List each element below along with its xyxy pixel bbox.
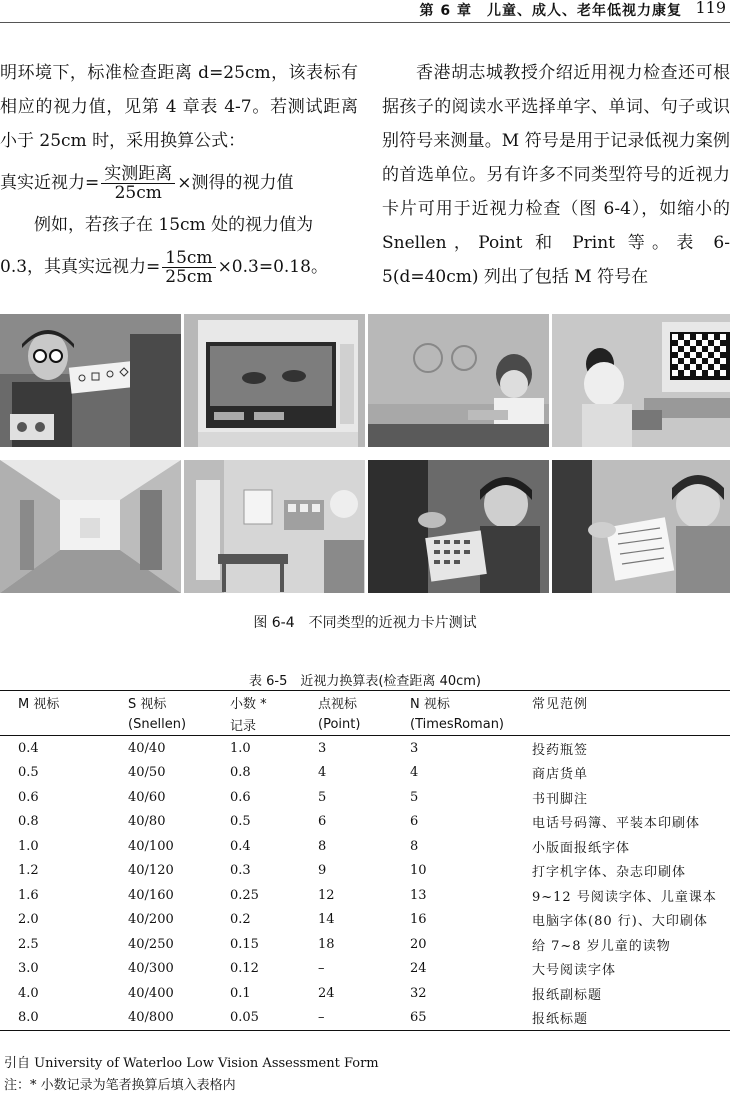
example-text: 商店货单 [532, 767, 589, 783]
m-value: 3.0 [18, 961, 39, 977]
n-value: 3 [410, 740, 419, 756]
decimal-value: 0.2 [230, 912, 251, 928]
n-value: 5 [410, 789, 419, 805]
m-value: 4.0 [18, 985, 39, 1001]
decimal-value: 1.0 [230, 740, 251, 756]
example-text: 书刊脚注 [532, 791, 589, 807]
n-value: 65 [410, 1006, 532, 1031]
photo-girl-reading-book [552, 460, 730, 593]
header-point: 点视标 [318, 691, 410, 714]
chapter-title: 第 6 章 儿童、成人、老年低视力康复 [419, 3, 682, 19]
photo-child-with-card [0, 314, 181, 447]
n-value: 32 [410, 985, 427, 1001]
formula-1 [0, 158, 358, 208]
page-number: 119 [695, 0, 726, 17]
table-source-note: 引自 University of Waterloo Low Vision Assessment Form [4, 1056, 379, 1071]
m-value: 0.6 [18, 789, 39, 805]
m-value: 8.0 [0, 1006, 128, 1031]
table-row [0, 957, 730, 982]
formula-2 [0, 242, 358, 292]
n-value: 16 [410, 912, 427, 928]
header-examples-sub [532, 713, 730, 736]
point-value: 6 [318, 814, 327, 830]
example-text: 投药瓶签 [532, 742, 589, 758]
n-value: 13 [410, 887, 427, 903]
table-row [0, 1006, 730, 1031]
page-header [0, 0, 730, 23]
decimal-value: 0.05 [230, 1006, 318, 1031]
header-n: N 视标 [410, 691, 532, 714]
example-text: 报纸副标题 [532, 987, 603, 1003]
decimal-value: 0.25 [230, 887, 259, 903]
example-text: 电话号码簿、平装本印刷体 [532, 816, 701, 832]
formula-1-lhs: 真实近视力= [0, 173, 100, 193]
snellen-value: 40/300 [128, 961, 174, 977]
snellen-value: 40/250 [128, 936, 174, 952]
photo-computer-test [552, 314, 730, 447]
formula-2-lhs: 0.3，其真实远视力= [0, 257, 161, 277]
point-value: 12 [318, 887, 335, 903]
m-value: 0.8 [18, 814, 39, 830]
header-s-sub: (Snellen) [128, 713, 230, 736]
table-title: 表 6-5 近视力换算表(检查距离 40cm) [249, 674, 481, 689]
formula-2-numerator: 15cm [162, 249, 215, 268]
table-row [0, 883, 730, 908]
table-row [0, 785, 730, 810]
header-n-sub: (TimesRoman) [410, 713, 532, 736]
n-value: 24 [410, 961, 427, 977]
point-value: – [318, 1006, 410, 1031]
snellen-value: 40/40 [128, 740, 166, 756]
table-body [0, 736, 730, 1031]
table-row [0, 908, 730, 933]
point-value: 24 [318, 985, 335, 1001]
left-paragraph-1: 明环境下，标准检查距离 d=25cm，该表标有相应的视力值，见第 4 章表 4-7。若测试距离小于 25cm 时，采用换算公式： [0, 63, 358, 151]
header-m: M 视标 [0, 691, 128, 714]
m-value: 2.5 [18, 936, 39, 952]
table-row [0, 810, 730, 835]
n-value: 6 [410, 814, 419, 830]
m-value: 0.4 [18, 740, 39, 756]
left-paragraph-2: 例如，若孩子在 15cm 处的视力值为 [34, 215, 314, 235]
example-text: 给 7~8 岁儿童的读物 [532, 938, 671, 954]
left-column [0, 56, 358, 292]
header-decimal-sub: 记录 [230, 713, 318, 736]
example-text: 电脑字体(80 行)、大印刷体 [532, 914, 708, 930]
photo-infant-test [368, 314, 549, 447]
photo-girl-reading-card [368, 460, 549, 593]
n-value: 4 [410, 765, 419, 781]
header-point-sub: (Point) [318, 713, 410, 736]
table-footnote: 注：* 小数记录为笔者换算后填入表格内 [4, 1078, 236, 1093]
table-row [0, 834, 730, 859]
snellen-value: 40/100 [128, 838, 174, 854]
point-value: 14 [318, 912, 335, 928]
point-value: 8 [318, 838, 327, 854]
figure-caption [0, 612, 730, 632]
decimal-value: 0.1 [230, 985, 251, 1001]
point-value: 18 [318, 936, 335, 952]
right-paragraph-1: 香港胡志城教授介绍近用视力检查还可根据孩子的阅读水平选择单字、单词、句子或识别符号来测量。M 符号是用于记录低视力案例的首选单位。另有许多不同类型符号的近视力卡片可用于近视力检查（图 6-4），如缩小的 Snellen，Point 和 Print 等。表 6-5(d=40cm) 列出了包括 M 符号在 [382, 63, 730, 287]
n-value: 10 [410, 863, 427, 879]
point-value: 5 [318, 789, 327, 805]
table-row [0, 981, 730, 1006]
decimal-value: 0.15 [230, 936, 259, 952]
figure-number: 图 6-4 [253, 615, 295, 631]
decimal-value: 0.8 [230, 765, 251, 781]
conversion-table [0, 690, 730, 1031]
formula-1-rhs: ×测得的视力值 [177, 173, 294, 193]
example-text: 报纸标题 [532, 1006, 730, 1031]
snellen-value: 40/160 [128, 887, 174, 903]
m-value: 1.0 [18, 838, 39, 854]
formula-1-denominator: 25cm [114, 183, 162, 203]
example-text: 打字机字体、杂志印刷体 [532, 865, 687, 881]
table-header-row-2 [0, 713, 730, 736]
header-m-sub [0, 713, 128, 736]
m-value: 1.2 [18, 863, 39, 879]
example-text: 小版面报纸字体 [532, 840, 631, 856]
formula-2-denominator: 25cm [165, 267, 213, 287]
table-header-row-1 [0, 691, 730, 714]
header-s: S 视标 [128, 691, 230, 714]
header-examples: 常见范例 [532, 691, 730, 714]
example-text: 9~12 号阅读字体、儿童课本 [532, 889, 717, 905]
decimal-value: 0.12 [230, 961, 259, 977]
n-value: 20 [410, 936, 427, 952]
n-value: 8 [410, 838, 419, 854]
point-value: 9 [318, 863, 327, 879]
formula-1-numerator: 实测距离 [101, 165, 175, 184]
point-value: – [318, 961, 325, 977]
table-row [0, 736, 730, 761]
m-value: 1.6 [18, 887, 39, 903]
snellen-value: 40/800 [128, 1006, 230, 1031]
point-value: 4 [318, 765, 327, 781]
photo-clinic-room [184, 460, 365, 593]
formula-2-rhs: ×0.3=0.18。 [217, 257, 328, 277]
example-text: 大号阅读字体 [532, 963, 617, 979]
decimal-value: 0.5 [230, 814, 251, 830]
table-row [0, 932, 730, 957]
decimal-value: 0.4 [230, 838, 251, 854]
figure-caption-text: 不同类型的近视力卡片测试 [308, 615, 477, 631]
point-value: 3 [318, 740, 327, 756]
snellen-value: 40/120 [128, 863, 174, 879]
snellen-value: 40/60 [128, 789, 166, 805]
photo-corridor [0, 460, 181, 593]
table-row [0, 859, 730, 884]
snellen-value: 40/200 [128, 912, 174, 928]
m-value: 2.0 [18, 912, 39, 928]
snellen-value: 40/80 [128, 814, 166, 830]
formula-1-fraction [101, 165, 175, 202]
decimal-value: 0.6 [230, 789, 251, 805]
m-value: 0.5 [18, 765, 39, 781]
header-decimal: 小数 * [230, 691, 318, 714]
right-column [382, 56, 730, 294]
table-row [0, 761, 730, 786]
snellen-value: 40/50 [128, 765, 166, 781]
formula-2-fraction [162, 249, 215, 286]
decimal-value: 0.3 [230, 863, 251, 879]
photo-video-magnifier [184, 314, 365, 447]
snellen-value: 40/400 [128, 985, 174, 1001]
